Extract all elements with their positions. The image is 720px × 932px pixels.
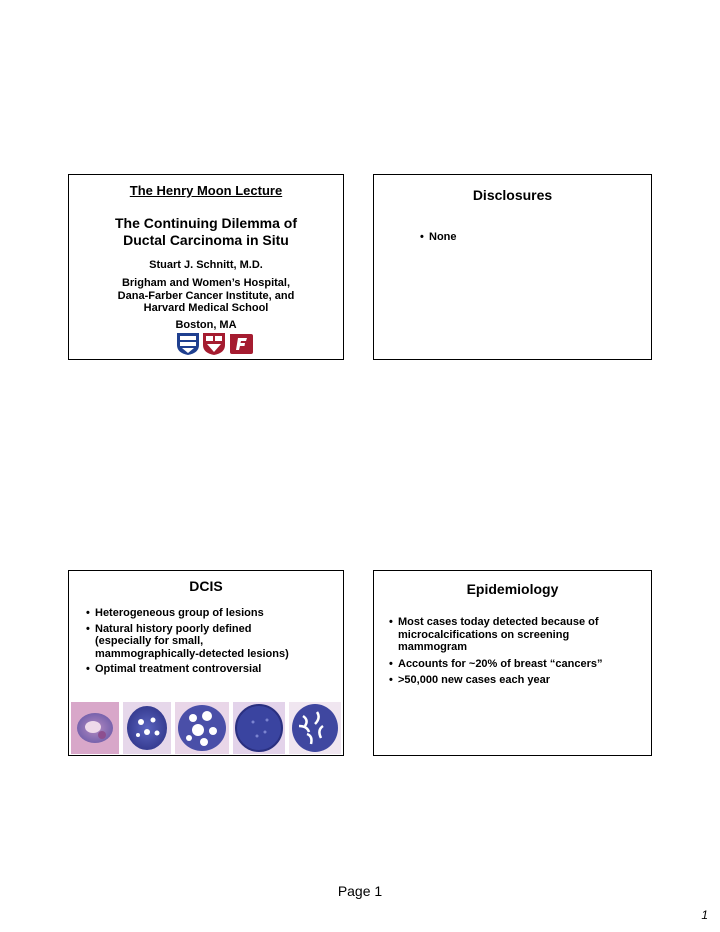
histology-images xyxy=(71,702,341,754)
talk-title-line: Ductal Carcinoma in Situ xyxy=(123,232,289,248)
talk-title-line: The Continuing Dilemma of xyxy=(115,215,297,231)
histology-5-icon xyxy=(289,702,341,754)
page-label: Page 1 xyxy=(337,883,383,899)
institutions xyxy=(69,277,343,315)
harvard-shield-icon xyxy=(177,333,199,355)
list-item: • None xyxy=(420,231,457,243)
author-name: Stuart J. Schnitt, M.D. xyxy=(149,259,263,271)
slide-epidemiology xyxy=(373,570,652,756)
list-item: • Accounts for ~20% of breast “cancers” xyxy=(389,657,603,670)
histology-1-icon xyxy=(71,702,119,754)
institution-line: Dana-Farber Cancer Institute, and xyxy=(117,289,295,302)
lecture-name: The Henry Moon Lecture xyxy=(129,183,283,198)
list-item-continuation: mammographically-detected lesions) xyxy=(95,647,289,660)
list-item-continuation: microcalcifications on screening xyxy=(398,628,570,641)
bullet-icon: • xyxy=(86,663,90,675)
institution-line: Brigham and Women’s Hospital, xyxy=(121,277,291,289)
slide-title xyxy=(68,174,344,360)
bullet-icon: • xyxy=(389,674,393,686)
institution-logos xyxy=(175,332,255,356)
bullet-list xyxy=(389,616,651,691)
histology-2-icon xyxy=(123,702,171,754)
histology-3-icon xyxy=(175,702,229,754)
list-item: • Optimal treatment controversial xyxy=(86,663,262,675)
brigham-shield-icon xyxy=(203,333,225,355)
bullet-icon: • xyxy=(389,616,393,628)
bullet-list xyxy=(86,607,336,679)
talk-title xyxy=(69,215,343,249)
list-item-continuation: (especially for small, xyxy=(95,635,204,647)
page-number: 1 xyxy=(701,908,708,922)
city: Boston, MA xyxy=(175,319,237,331)
dana-farber-logo-icon xyxy=(230,334,253,354)
institution-line: Harvard Medical School xyxy=(143,302,269,314)
histology-4-icon xyxy=(233,702,285,754)
bullet-icon: • xyxy=(420,231,424,243)
slide-disclosures xyxy=(373,174,652,360)
list-item-continuation: mammogram xyxy=(398,641,468,653)
bullet-icon: • xyxy=(86,622,90,635)
slide-title-text: Epidemiology xyxy=(466,581,559,597)
bullet-icon: • xyxy=(389,657,393,670)
slide-dcis xyxy=(68,570,344,756)
bullet-icon: • xyxy=(86,607,90,619)
list-item: • Natural history poorly defined xyxy=(86,622,252,635)
slide-title-text: Disclosures xyxy=(472,187,553,203)
list-item: • Heterogeneous group of lesions xyxy=(86,607,264,619)
list-item: • >50,000 new cases each year xyxy=(389,674,550,686)
bullet-list xyxy=(420,231,457,243)
slide-title-text: DCIS xyxy=(189,578,223,594)
list-item: • Most cases today detected because of xyxy=(389,616,599,628)
